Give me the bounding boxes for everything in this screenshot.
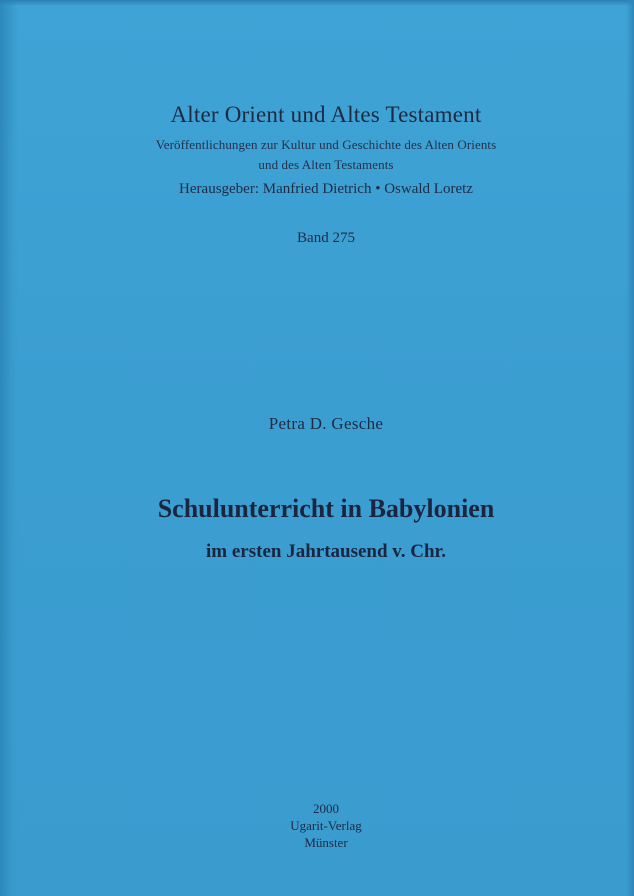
cover-right-edge xyxy=(626,0,634,896)
book-author: Petra D. Gesche xyxy=(268,414,384,433)
publication-year: 2000 xyxy=(313,801,339,816)
series-title: Alter Orient und Altes Testament xyxy=(170,102,482,127)
volume-number: Band 275 xyxy=(297,230,355,246)
series-editors: Herausgeber: Manfried Dietrich • Oswald Loretz xyxy=(179,181,473,197)
series-subtitle-line1: Veröffentlichungen zur Kultur und Geschichte des Alten Orients xyxy=(155,137,497,152)
series-subtitle-line2: und des Alten Testaments xyxy=(258,157,394,172)
publication-city: Münster xyxy=(304,835,348,850)
book-subtitle: im ersten Jahrtausend v. Chr. xyxy=(206,541,446,562)
book-title: Schulunterricht in Babylonien xyxy=(157,494,495,523)
cover-spine-edge xyxy=(0,0,18,896)
publisher-name: Ugarit-Verlag xyxy=(290,818,362,833)
cover-top-edge xyxy=(0,0,634,6)
